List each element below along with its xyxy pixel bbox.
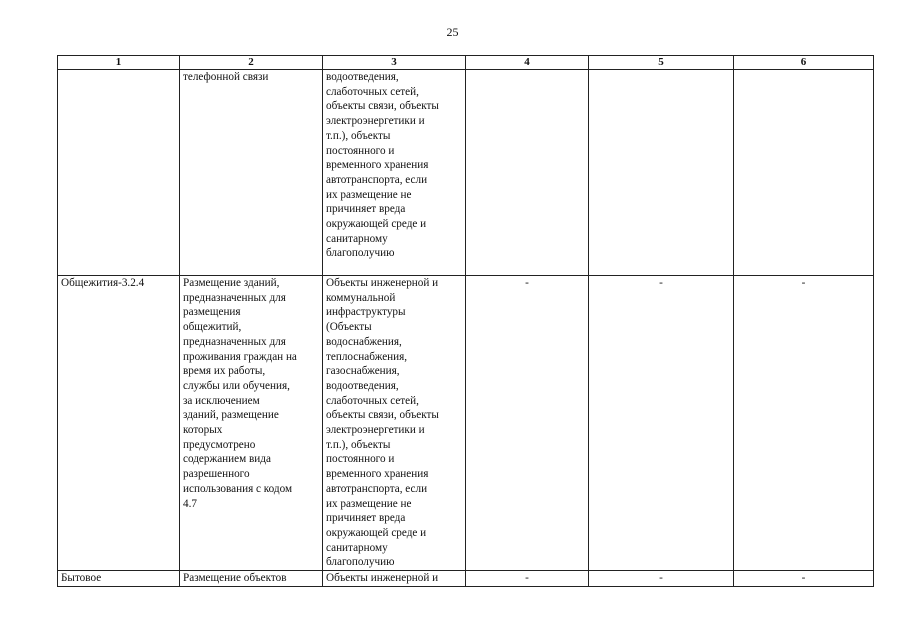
cell-description: Размещение зданий, предназначенных для размещения общежитий, предназначенных для проживания граждан на время их работы, службы или обучения, за исключением зданий, размещение которых предусмотрено содержанием вида разрешенного использования с кодом 4.7 xyxy=(180,276,323,571)
column-header-5: 5 xyxy=(589,56,734,70)
cell-col5 xyxy=(589,70,734,276)
cell-col4 xyxy=(466,70,589,276)
cell-col6 xyxy=(734,70,874,276)
page-number: 25 xyxy=(446,25,459,39)
cell-land-use-type: Общежития-3.2.4 xyxy=(58,276,180,571)
table-row xyxy=(58,276,874,571)
cell-col5: - xyxy=(589,276,734,571)
column-header-3: 3 xyxy=(323,56,466,70)
cell-auxiliary-use: Объекты инженерной и коммунальной инфраструктуры (Объекты водоснабжения, теплоснабжения, газоснабжения, водоотведения, слаботочных сетей, объекты связи, объекты электроэнергетики и т.п.), объекты постоянного и временного хранения автотранспорта, если их размещение не причиняет вреда окружающей среде и санитарному благополучию xyxy=(323,276,466,571)
column-header-6: 6 xyxy=(734,56,874,70)
cell-description: Размещение объектов xyxy=(180,571,323,587)
cell-col4: - xyxy=(466,571,589,587)
cell-col5: - xyxy=(589,571,734,587)
cell-auxiliary-use: Объекты инженерной и xyxy=(323,571,466,587)
table-header-row xyxy=(58,56,874,70)
cell-col6: - xyxy=(734,276,874,571)
land-use-table xyxy=(57,55,874,587)
table-row xyxy=(58,70,874,276)
cell-land-use-type xyxy=(58,70,180,276)
column-header-1: 1 xyxy=(58,56,180,70)
table-row xyxy=(58,571,874,587)
column-header-2: 2 xyxy=(180,56,323,70)
cell-land-use-type: Бытовое xyxy=(58,571,180,587)
cell-col6: - xyxy=(734,571,874,587)
cell-col4: - xyxy=(466,276,589,571)
column-header-4: 4 xyxy=(466,56,589,70)
cell-description: телефонной связи xyxy=(180,70,323,276)
cell-auxiliary-use: водоотведения, слаботочных сетей, объекты связи, объекты электроэнергетики и т.п.), объекты постоянного и временного хранения автотранспорта, если их размещение не причиняет вреда окружающей среде и санитарному благополучию xyxy=(323,70,466,276)
